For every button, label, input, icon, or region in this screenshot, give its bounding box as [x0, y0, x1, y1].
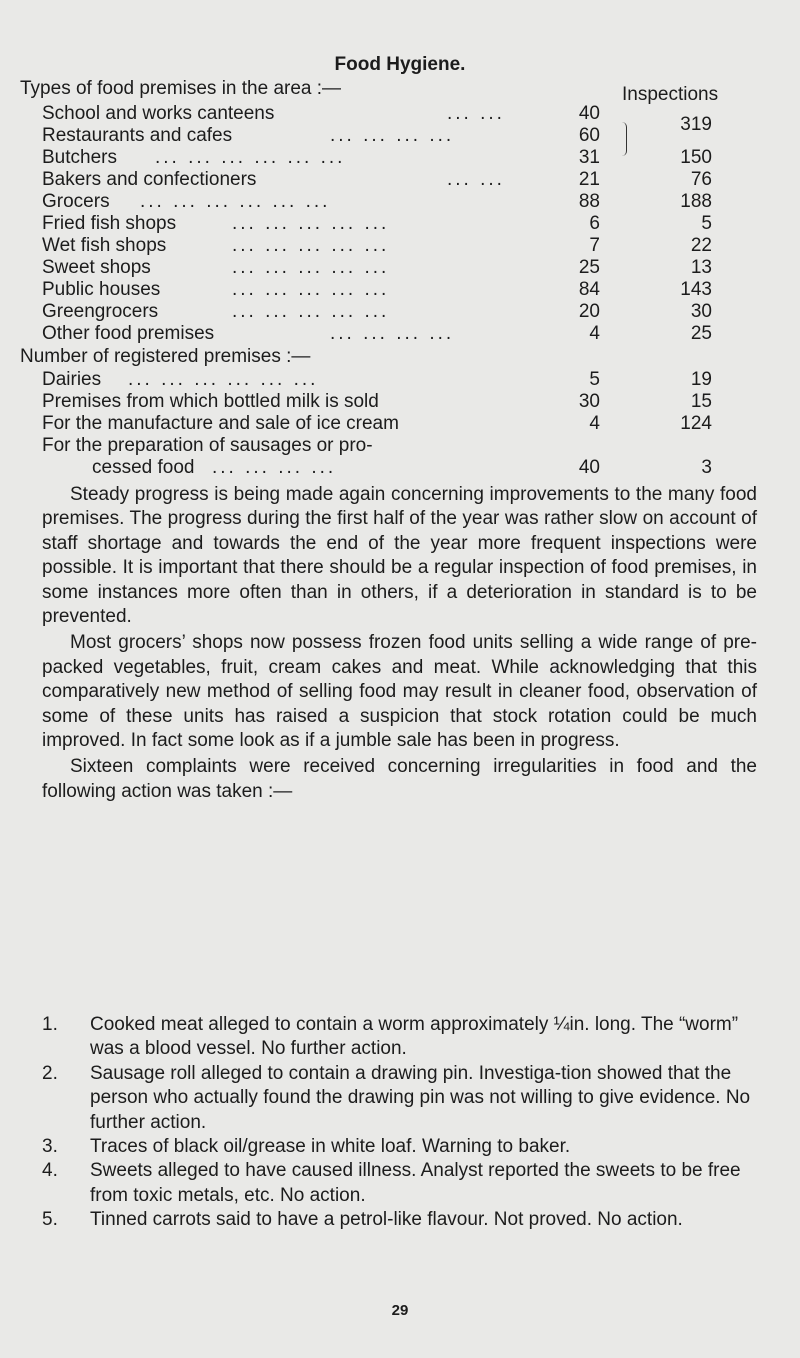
list-number: 4. — [42, 1160, 58, 1182]
type-count: 20 — [578, 301, 600, 322]
type-name: Greengrocers — [42, 301, 159, 322]
type-name: Bakers and confectioners — [42, 169, 257, 190]
combined-inspections: 319 — [680, 114, 712, 135]
type-count: 40 — [578, 103, 600, 124]
type-count: 88 — [578, 191, 600, 212]
registered-name: Premises from which bottled milk is sold — [42, 391, 379, 412]
type-name: Grocers — [42, 191, 110, 212]
type-inspections: 76 — [690, 169, 712, 190]
list-number: 1. — [42, 1014, 58, 1035]
type-count: 6 — [589, 213, 600, 234]
registered-name: For the manufacture and sale of ice cream — [42, 413, 399, 434]
list-text: Traces of black oil/grease in white loaf. Warning to baker. — [90, 1136, 571, 1158]
list-text: Cooked meat alleged to contain a worm approximately ¼in. long. The “worm” was a blood vessel. No further action. — [90, 1014, 739, 1060]
page-title: Food Hygiene. — [334, 54, 466, 75]
leader-dots: ... ... ... ... ... — [232, 279, 390, 300]
type-count: 84 — [578, 279, 600, 300]
registered-inspections: 19 — [690, 369, 712, 390]
type-name: Restaurants and cafes — [42, 125, 233, 146]
registered-name-continued: cessed food — [92, 457, 195, 478]
list-number: 5. — [42, 1209, 58, 1231]
type-name: Sweet shops — [42, 257, 151, 278]
list-item — [42, 1135, 757, 1159]
registered-count: 5 — [589, 369, 600, 390]
list-number: 2. — [42, 1062, 58, 1084]
list-item — [42, 1208, 757, 1232]
leader-dots: ... ... ... ... ... ... — [128, 369, 319, 390]
leader-dots: ... ... ... ... ... ... — [140, 191, 331, 212]
registered-name: Dairies — [42, 369, 102, 390]
leader-dots: ... ... ... ... ... — [232, 257, 390, 278]
paragraph: Sixteen complaints were received concerning irregularities in food and the following action was taken :— — [42, 756, 757, 802]
inspections-heading: Inspections — [622, 84, 719, 105]
types-heading: Types of food premises in the area :— — [20, 78, 342, 99]
registered-inspections: 124 — [680, 413, 712, 434]
registered-count: 30 — [578, 391, 600, 412]
type-inspections: 188 — [680, 191, 712, 212]
type-inspections: 30 — [690, 301, 712, 322]
type-count: 4 — [589, 323, 600, 344]
list-item — [42, 1159, 757, 1208]
list-item — [42, 1062, 757, 1135]
paragraph: Steady progress is being made again concerning improvements to the many food premises. The progress during the first half of the year was rather slow on account of staff shortage and towards the end of the year more frequent inspections were possible. It is important that there should be a regular inspection of food premises, in some instances more often than in others, if a deterioration in standard is to be prevented. — [42, 484, 757, 628]
type-name: Wet fish shops — [42, 235, 167, 256]
list-text: Sausage roll alleged to contain a drawing pin. Investiga-tion showed that the person who actually found the drawing pin was not willing to give evidence. No further action. — [90, 1062, 751, 1133]
type-count: 31 — [578, 147, 600, 168]
registered-heading: Number of registered premises :— — [20, 346, 311, 367]
type-count: 25 — [578, 257, 600, 278]
type-name: Butchers — [42, 147, 117, 168]
leader-dots: ... ... ... ... — [330, 323, 455, 344]
list-text: Tinned carrots said to have a petrol-like flavour. Not proved. No action. — [90, 1209, 683, 1231]
complaints-list — [42, 1013, 757, 1233]
body-text — [42, 483, 757, 804]
registered-count: 40 — [578, 457, 600, 478]
list-number: 3. — [42, 1136, 58, 1158]
leader-dots: ... ... ... ... ... — [232, 213, 390, 234]
type-inspections: 13 — [690, 257, 712, 278]
registered-inspections: 3 — [701, 457, 712, 478]
type-name: School and works canteens — [42, 103, 275, 124]
leader-dots: ... ... — [447, 103, 505, 124]
type-inspections: 150 — [680, 147, 712, 168]
leader-dots: ... ... ... ... — [330, 125, 455, 146]
type-inspections: 22 — [690, 235, 712, 256]
page-number: 29 — [391, 1302, 409, 1319]
registered-name: For the preparation of sausages or pro- — [42, 435, 373, 456]
type-name: Public houses — [42, 279, 161, 300]
leader-dots: ... ... ... ... ... ... — [155, 147, 346, 168]
type-inspections: 143 — [680, 279, 712, 300]
leader-dots: ... ... ... ... ... — [232, 301, 390, 322]
type-count: 21 — [578, 169, 600, 190]
type-count: 7 — [589, 235, 600, 256]
type-count: 60 — [578, 125, 600, 146]
type-name: Other food premises — [42, 323, 215, 344]
registered-count: 4 — [589, 413, 600, 434]
list-text: Sweets alleged to have caused illness. Analyst reported the sweets to be free from toxic metals, etc. No action. — [90, 1160, 741, 1206]
leader-dots: ... ... ... ... ... — [232, 235, 390, 256]
type-name: Fried fish shops — [42, 213, 177, 234]
list-item — [42, 1013, 757, 1062]
type-inspections: 25 — [690, 323, 712, 344]
leader-dots: ... ... — [447, 169, 505, 190]
type-inspections: 5 — [701, 213, 712, 234]
combined-brace — [622, 122, 627, 156]
leader-dots: ... ... ... ... — [212, 457, 337, 478]
registered-inspections: 15 — [690, 391, 712, 412]
paragraph: Most grocers’ shops now possess frozen food units selling a wide range of pre-packed vegetables, fruit, cream cakes and meat. While acknowledging that this comparatively new method of selling food may result in cleaner food, observation of some of these units has raised a suspicion that stock rotation could be much improved. In fact some look as if a jumble sale has been in progress. — [42, 632, 757, 752]
